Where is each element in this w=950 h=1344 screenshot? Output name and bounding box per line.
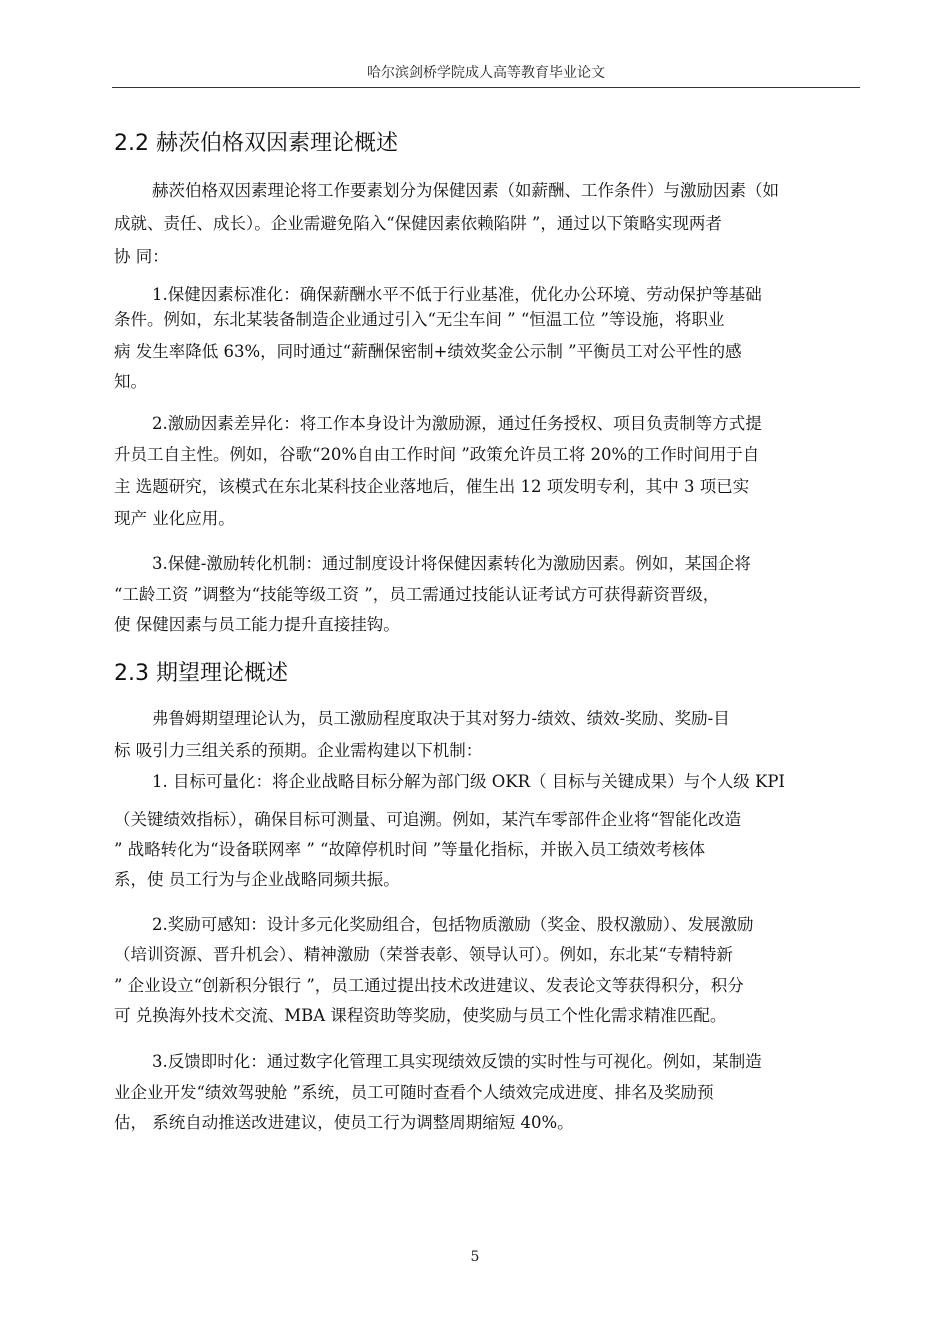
section-title-2-3: 2.3 期望理论概述 (114, 661, 288, 686)
body-line: 协 同： (114, 247, 169, 266)
body-line: 2.激励因素差异化：将工作本身设计为激励源，通过任务授权、项目负责制等方式提 (152, 414, 762, 433)
body-line: 条件。例如，东北某装备制造企业通过引入“无尘车间 ” “恒温工位 ”等设施，将职业 (114, 310, 725, 329)
section-title-2-2: 2.2 赫茨伯格双因素理论概述 (114, 131, 398, 156)
body-line: 知。 (114, 372, 147, 391)
body-line: 病 发生率降低 63%，同时通过“薪酬保密制+绩效奖金公示制 ”平衡员工对公平性的感 (114, 342, 742, 361)
body-line: 赫茨伯格双因素理论将工作要素划分为保健因素（如薪酬、工作条件）与激励因素（如 (152, 181, 779, 200)
body-line: 弗鲁姆期望理论认为，员工激励程度取决于其对努力-绩效、绩效-奖励、奖励-目 (152, 709, 730, 728)
body-line: 成就、责任、成长）。企业需避免陷入“保健因素依赖陷阱 ”，通过以下策略实现两者 (114, 214, 722, 233)
body-line: 标 吸引力三组关系的预期。企业需构建以下机制： (114, 741, 483, 760)
body-line: ” 战略转化为“设备联网率 ” “故障停机时间 ”等量化指标，并嵌入员工绩效考核体 (114, 840, 706, 859)
body-line: （培训资源、晋升机会）、精神激励（荣誉表彰、领导认可）。例如，东北某“专精特新 (114, 945, 733, 964)
body-line: 使 保健因素与员工能力提升直接挂钩。 (114, 615, 400, 634)
body-line: 估， 系统自动推送改进建议，使员工行为调整周期缩短 40%。 (114, 1113, 574, 1132)
page-number: 5 (470, 1249, 480, 1265)
body-line: （关键绩效指标），确保目标可测量、可追溯。例如，某汽车零部件企业将“智能化改造 (114, 810, 742, 829)
body-line: 升员工自主性。例如，谷歌“20%自由工作时间 ”政策允许员工将 20%的工作时间用于自 (114, 445, 760, 464)
body-line: 1.保健因素标准化：确保薪酬水平不低于行业基准，优化办公环境、劳动保护等基础 (152, 285, 762, 304)
body-line: 系，使 员工行为与企业战略同频共振。 (114, 870, 400, 889)
body-line: “工龄工资 ”调整为“技能等级工资 ”，员工需通过技能认证考试方可获得薪资晋级， (114, 585, 720, 604)
body-line: 业企业开发“绩效驾驶舱 ”系统，员工可随时查看个人绩效完成进度、排名及奖励预 (114, 1083, 714, 1102)
body-line: 2.奖励可感知：设计多元化奖励组合，包括物质激励（奖金、股权激励）、发展激励 (152, 915, 754, 934)
body-line: ” 企业设立“创新积分银行 ”，员工通过提出技术改进建议、发表论文等获得积分，积分 (114, 976, 744, 995)
body-line: 主 选题研究，该模式在东北某科技企业落地后，催生出 12 项发明专利，其中 3 项已实 (114, 477, 750, 496)
running-header: 哈尔滨剑桥学院成人高等教育毕业论文 (367, 65, 605, 81)
header-rule (112, 87, 860, 88)
body-line: 现产 业化应用。 (114, 509, 235, 528)
body-line: 3.反馈即时化：通过数字化管理工具实现绩效反馈的实时性与可视化。例如，某制造 (152, 1052, 762, 1071)
body-line: 1. 目标可量化：将企业战略目标分解为部门级 OKR（ 目标与关键成果）与个人级 KPI (152, 772, 785, 791)
body-line: 3.保健-激励转化机制：通过制度设计将保健因素转化为激励因素。例如，某国企将 (152, 554, 751, 573)
body-line: 可 兑换海外技术交流、MBA 课程资助等奖励，使奖励与员工个性化需求精准匹配。 (114, 1006, 727, 1025)
